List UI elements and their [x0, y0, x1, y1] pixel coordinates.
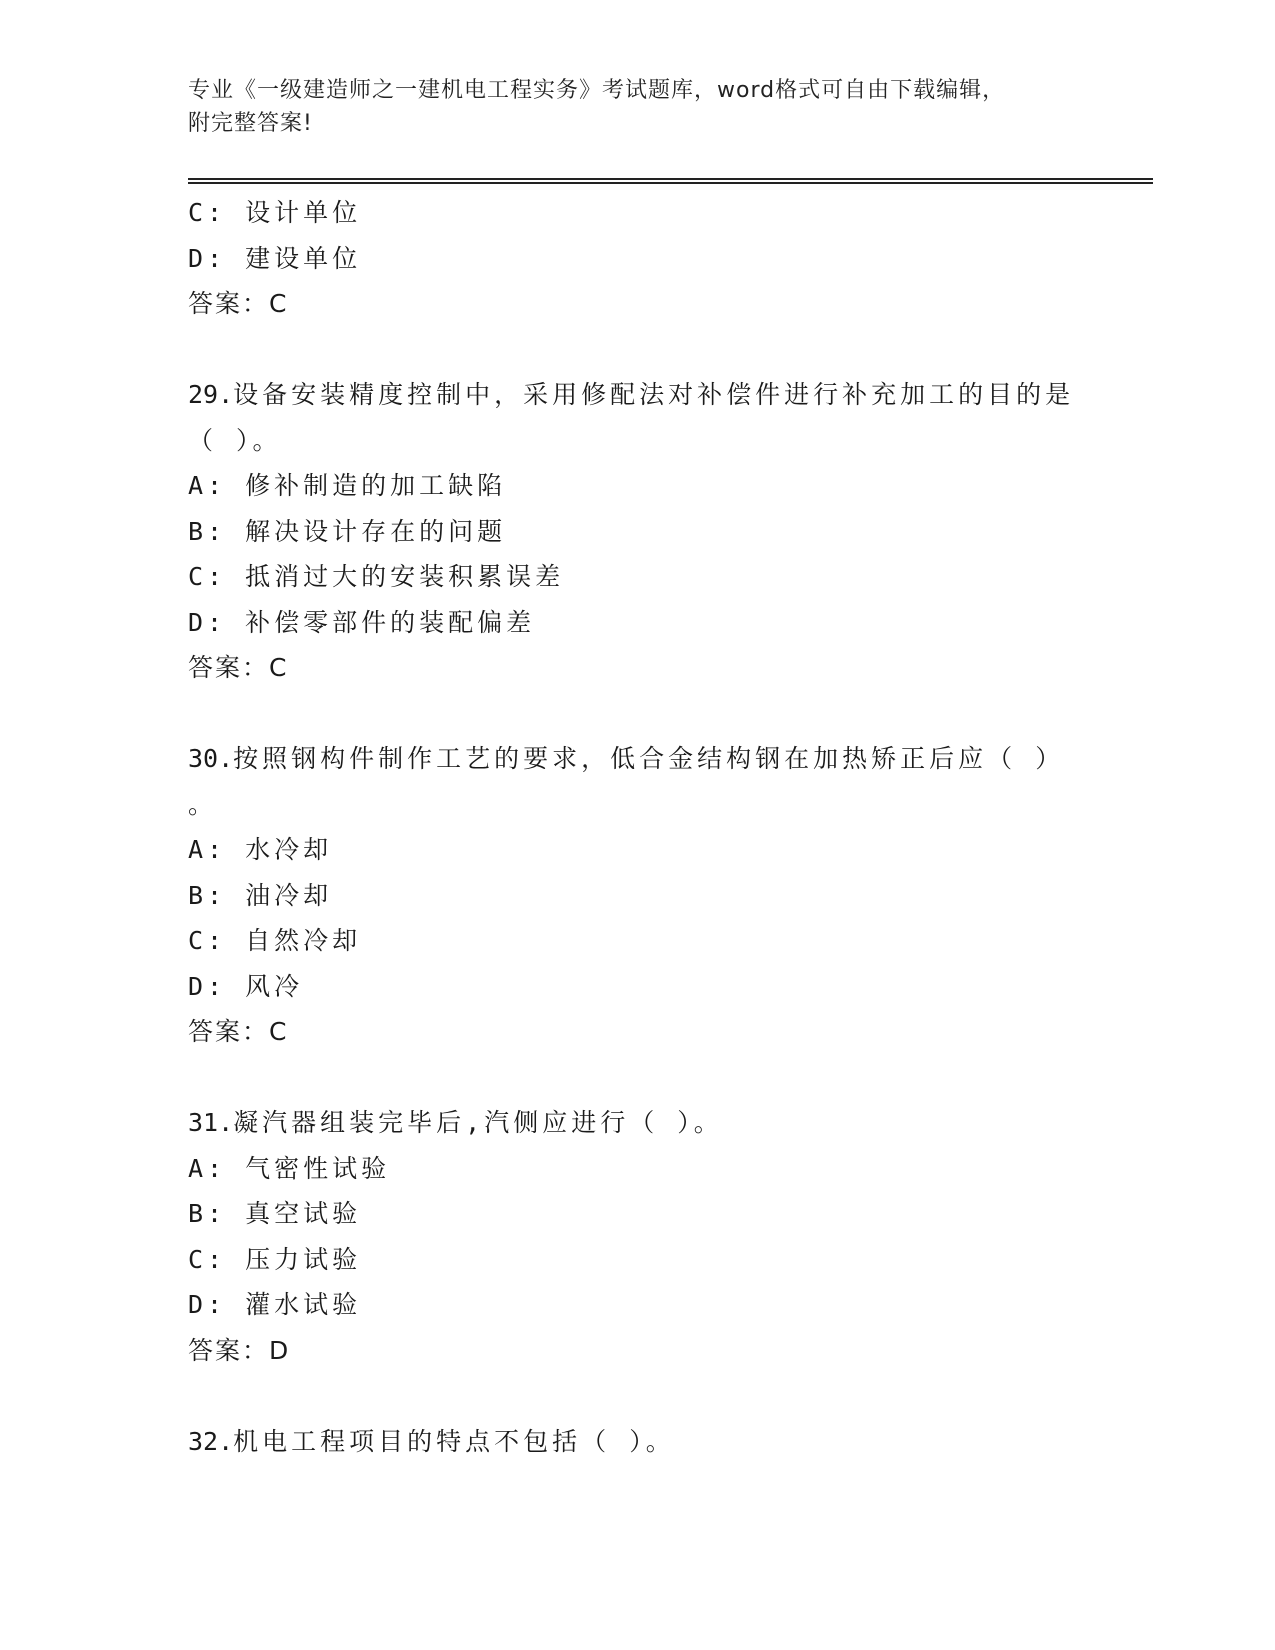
option-letter: D:: [188, 1290, 227, 1319]
answer-value: C: [269, 653, 288, 682]
answer-value: D: [269, 1335, 290, 1365]
option-line: [188, 1282, 1153, 1328]
option-text: 灌水试验: [245, 1290, 362, 1319]
option-line: [188, 600, 1153, 646]
question-stem-continued: [188, 418, 1153, 464]
option-text: 风冷: [245, 971, 304, 1001]
option-text: 自然冷却: [245, 926, 362, 955]
option-text: 补偿零部件的装配偏差: [245, 607, 536, 637]
spacer: [188, 1055, 1153, 1101]
header-subtitle-line: 附完整答案!: [188, 111, 313, 136]
question-text: 机电工程项目的特点不包括（ ）。: [233, 1426, 675, 1456]
answer-line: [188, 281, 1153, 327]
option-line: [188, 1146, 1153, 1192]
document-header: [188, 74, 1088, 140]
option-letter: C:: [188, 562, 227, 591]
option-line: [188, 1191, 1153, 1237]
answer-value: C: [269, 1017, 288, 1046]
header-divider-bottom: [188, 182, 1153, 184]
option-line: [188, 554, 1153, 600]
spacer: [188, 691, 1153, 737]
option-letter: B:: [188, 1199, 227, 1228]
spacer: [188, 327, 1153, 373]
question-number: 31.: [188, 1108, 234, 1137]
option-letter: B:: [188, 516, 227, 546]
answer-line: [188, 645, 1153, 691]
question-number: 32.: [188, 1426, 234, 1456]
option-text: 真空试验: [245, 1199, 362, 1228]
question-stem: [188, 736, 1153, 782]
option-letter: B:: [188, 880, 227, 910]
option-line: [188, 827, 1153, 873]
header-divider-top: [188, 178, 1153, 180]
option-line: [188, 873, 1153, 919]
answer-line: [188, 1328, 1153, 1374]
option-line: [188, 918, 1153, 964]
question-text: 凝汽器组装完毕后,汽侧应进行（ ）。: [233, 1108, 723, 1137]
option-letter: D:: [188, 607, 227, 637]
option-line: [188, 463, 1153, 509]
question-stem: [188, 1419, 1153, 1465]
answer-label: 答案：: [188, 289, 270, 318]
question-stem: [188, 372, 1153, 418]
option-text: 设计单位: [245, 198, 362, 227]
option-line: [188, 509, 1153, 555]
option-line: [188, 190, 1153, 236]
option-text: 水冷却: [245, 835, 333, 864]
answer-value: C: [269, 289, 288, 318]
option-text: 油冷却: [245, 880, 333, 910]
answer-line: [188, 1009, 1153, 1055]
option-text: 气密性试验: [245, 1153, 391, 1183]
option-letter: A:: [188, 835, 227, 864]
option-letter: C:: [188, 926, 227, 955]
answer-label: 答案：: [188, 653, 270, 682]
question-number: 30.: [188, 744, 234, 773]
option-letter: A:: [188, 1153, 227, 1183]
option-text: 建设单位: [245, 243, 362, 273]
answer-label: 答案：: [188, 1017, 270, 1046]
option-line: [188, 236, 1153, 282]
option-letter: A:: [188, 471, 227, 500]
question-stem-continued: [188, 782, 1153, 828]
option-letter: C:: [188, 1244, 227, 1274]
option-letter: C:: [188, 198, 227, 227]
option-text: 修补制造的加工缺陷: [245, 471, 507, 500]
question-text: 设备安装精度控制中，采用修配法对补偿件进行补充加工的目的是: [233, 380, 1075, 409]
option-letter: D:: [188, 971, 227, 1001]
option-letter: D:: [188, 243, 227, 273]
question-stem: [188, 1100, 1153, 1146]
question-text: （ ）。: [188, 425, 282, 455]
question-text: 按照钢构件制作工艺的要求，低合金结构钢在加热矫正后应（ ）: [233, 744, 1065, 773]
option-text: 解决设计存在的问题: [245, 516, 507, 546]
header-title-line: 专业《一级建造师之一建机电工程实务》考试题库，word格式可自由下载编辑，: [188, 78, 1006, 103]
option-text: 抵消过大的安装积累误差: [245, 562, 565, 591]
answer-label: 答案：: [188, 1335, 270, 1365]
spacer: [188, 1373, 1153, 1419]
question-number: 29.: [188, 380, 234, 409]
option-line: [188, 964, 1153, 1010]
option-text: 压力试验: [245, 1244, 362, 1274]
question-text: 。: [188, 789, 218, 819]
option-line: [188, 1237, 1153, 1283]
question-list: [188, 190, 1153, 1464]
